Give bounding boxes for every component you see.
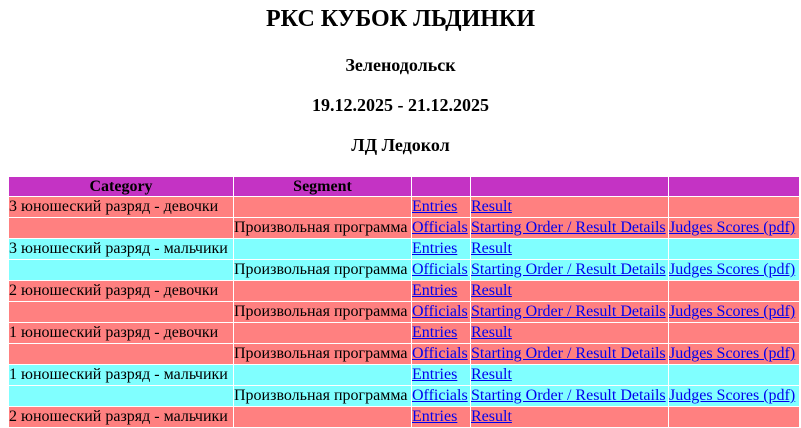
segment-name: Произвольная программа [234, 303, 408, 320]
officials-link[interactable]: Officials [412, 303, 468, 320]
link-cell-2 [471, 281, 668, 301]
link-cell-2 [471, 407, 668, 427]
link-cell-3 [669, 218, 799, 238]
link-cell-3 [669, 197, 799, 217]
category-name: 2 юношеский разряд - мальчики [9, 408, 228, 425]
segment-row [9, 260, 799, 280]
starting-order-link[interactable]: Starting Order / Result Details [471, 303, 666, 320]
officials-link[interactable]: Officials [412, 345, 468, 362]
judges-scores-link[interactable]: Judges Scores (pdf) [669, 303, 796, 320]
segment-cell [234, 344, 411, 364]
category-cell [9, 323, 233, 343]
link-cell-1 [412, 386, 470, 406]
entries-link[interactable]: Entries [412, 282, 458, 299]
header-blank-1 [412, 177, 470, 196]
result-link[interactable]: Result [471, 282, 512, 299]
category-cell [9, 281, 233, 301]
category-name: 3 юношеский разряд - мальчики [9, 240, 228, 257]
segment-cell [234, 407, 411, 427]
category-name: 3 юношеский разряд - девочки [9, 198, 219, 215]
judges-scores-link[interactable]: Judges Scores (pdf) [669, 219, 796, 236]
competition-dates: 19.12.2025 - 21.12.2025 [312, 95, 489, 115]
category-cell [9, 260, 233, 280]
segment-cell [234, 302, 411, 322]
segment-cell [234, 260, 411, 280]
result-link[interactable]: Result [471, 366, 512, 383]
entries-link[interactable]: Entries [412, 240, 458, 257]
link-cell-1 [412, 197, 470, 217]
link-cell-3 [669, 344, 799, 364]
link-cell-2 [471, 386, 668, 406]
segment-cell [234, 218, 411, 238]
competition-title: РКС КУБОК ЛЬДИНКИ [265, 6, 535, 32]
segment-cell [234, 239, 411, 259]
header-segment: Segment [234, 177, 411, 196]
category-cell [9, 302, 233, 322]
link-cell-2 [471, 260, 668, 280]
header-blank-2 [471, 177, 668, 196]
competition-venue: ЛД Ледокол [351, 135, 450, 155]
category-cell [9, 197, 233, 217]
link-cell-1 [412, 302, 470, 322]
judges-scores-link[interactable]: Judges Scores (pdf) [669, 261, 796, 278]
entries-link[interactable]: Entries [412, 408, 458, 425]
category-name: 1 юношеский разряд - мальчики [9, 366, 228, 383]
segment-row [9, 386, 799, 406]
link-cell-2 [471, 302, 668, 322]
starting-order-link[interactable]: Starting Order / Result Details [471, 387, 666, 404]
link-cell-1 [412, 407, 470, 427]
segment-row [9, 344, 799, 364]
starting-order-link[interactable]: Starting Order / Result Details [471, 219, 666, 236]
link-cell-3 [669, 365, 799, 385]
entries-link[interactable]: Entries [412, 366, 458, 383]
category-cell [9, 218, 233, 238]
link-cell-1 [412, 365, 470, 385]
events-table [8, 176, 800, 428]
result-link[interactable]: Result [471, 198, 512, 215]
link-cell-1 [412, 239, 470, 259]
segment-cell [234, 386, 411, 406]
segment-name: Произвольная программа [234, 345, 408, 362]
officials-link[interactable]: Officials [412, 219, 468, 236]
category-row [9, 365, 799, 385]
link-cell-3 [669, 386, 799, 406]
segment-cell [234, 197, 411, 217]
category-cell [9, 239, 233, 259]
category-cell [9, 407, 233, 427]
header-blank-3 [669, 177, 799, 196]
officials-link[interactable]: Officials [412, 261, 468, 278]
result-link[interactable]: Result [471, 324, 512, 341]
link-cell-1 [412, 218, 470, 238]
segment-cell [234, 323, 411, 343]
link-cell-3 [669, 302, 799, 322]
segment-cell [234, 281, 411, 301]
category-name: 1 юношеский разряд - девочки [9, 324, 219, 341]
category-row [9, 239, 799, 259]
category-row [9, 323, 799, 343]
link-cell-3 [669, 407, 799, 427]
result-link[interactable]: Result [471, 408, 512, 425]
judges-scores-link[interactable]: Judges Scores (pdf) [669, 387, 796, 404]
events-table-body [9, 197, 799, 427]
link-cell-2 [471, 344, 668, 364]
entries-link[interactable]: Entries [412, 198, 458, 215]
link-cell-2 [471, 197, 668, 217]
segment-row [9, 302, 799, 322]
link-cell-3 [669, 281, 799, 301]
link-cell-3 [669, 323, 799, 343]
category-row [9, 197, 799, 217]
link-cell-2 [471, 239, 668, 259]
starting-order-link[interactable]: Starting Order / Result Details [471, 261, 666, 278]
entries-link[interactable]: Entries [412, 324, 458, 341]
officials-link[interactable]: Officials [412, 387, 468, 404]
link-cell-1 [412, 323, 470, 343]
category-row [9, 281, 799, 301]
category-cell [9, 344, 233, 364]
link-cell-2 [471, 365, 668, 385]
link-cell-3 [669, 260, 799, 280]
category-name: 2 юношеский разряд - девочки [9, 282, 219, 299]
segment-cell [234, 365, 411, 385]
header-category: Category [9, 177, 233, 196]
segment-row [9, 218, 799, 238]
segment-name: Произвольная программа [234, 387, 408, 404]
segment-name: Произвольная программа [234, 261, 408, 278]
starting-order-link[interactable]: Starting Order / Result Details [471, 345, 666, 362]
judges-scores-link[interactable]: Judges Scores (pdf) [669, 345, 796, 362]
competition-city: Зеленодольск [345, 55, 456, 75]
link-cell-1 [412, 281, 470, 301]
category-cell [9, 365, 233, 385]
link-cell-2 [471, 218, 668, 238]
link-cell-1 [412, 260, 470, 280]
link-cell-1 [412, 344, 470, 364]
table-header-row [9, 177, 799, 196]
link-cell-3 [669, 239, 799, 259]
result-link[interactable]: Result [471, 240, 512, 257]
category-cell [9, 386, 233, 406]
category-row [9, 407, 799, 427]
segment-name: Произвольная программа [234, 219, 408, 236]
link-cell-2 [471, 323, 668, 343]
